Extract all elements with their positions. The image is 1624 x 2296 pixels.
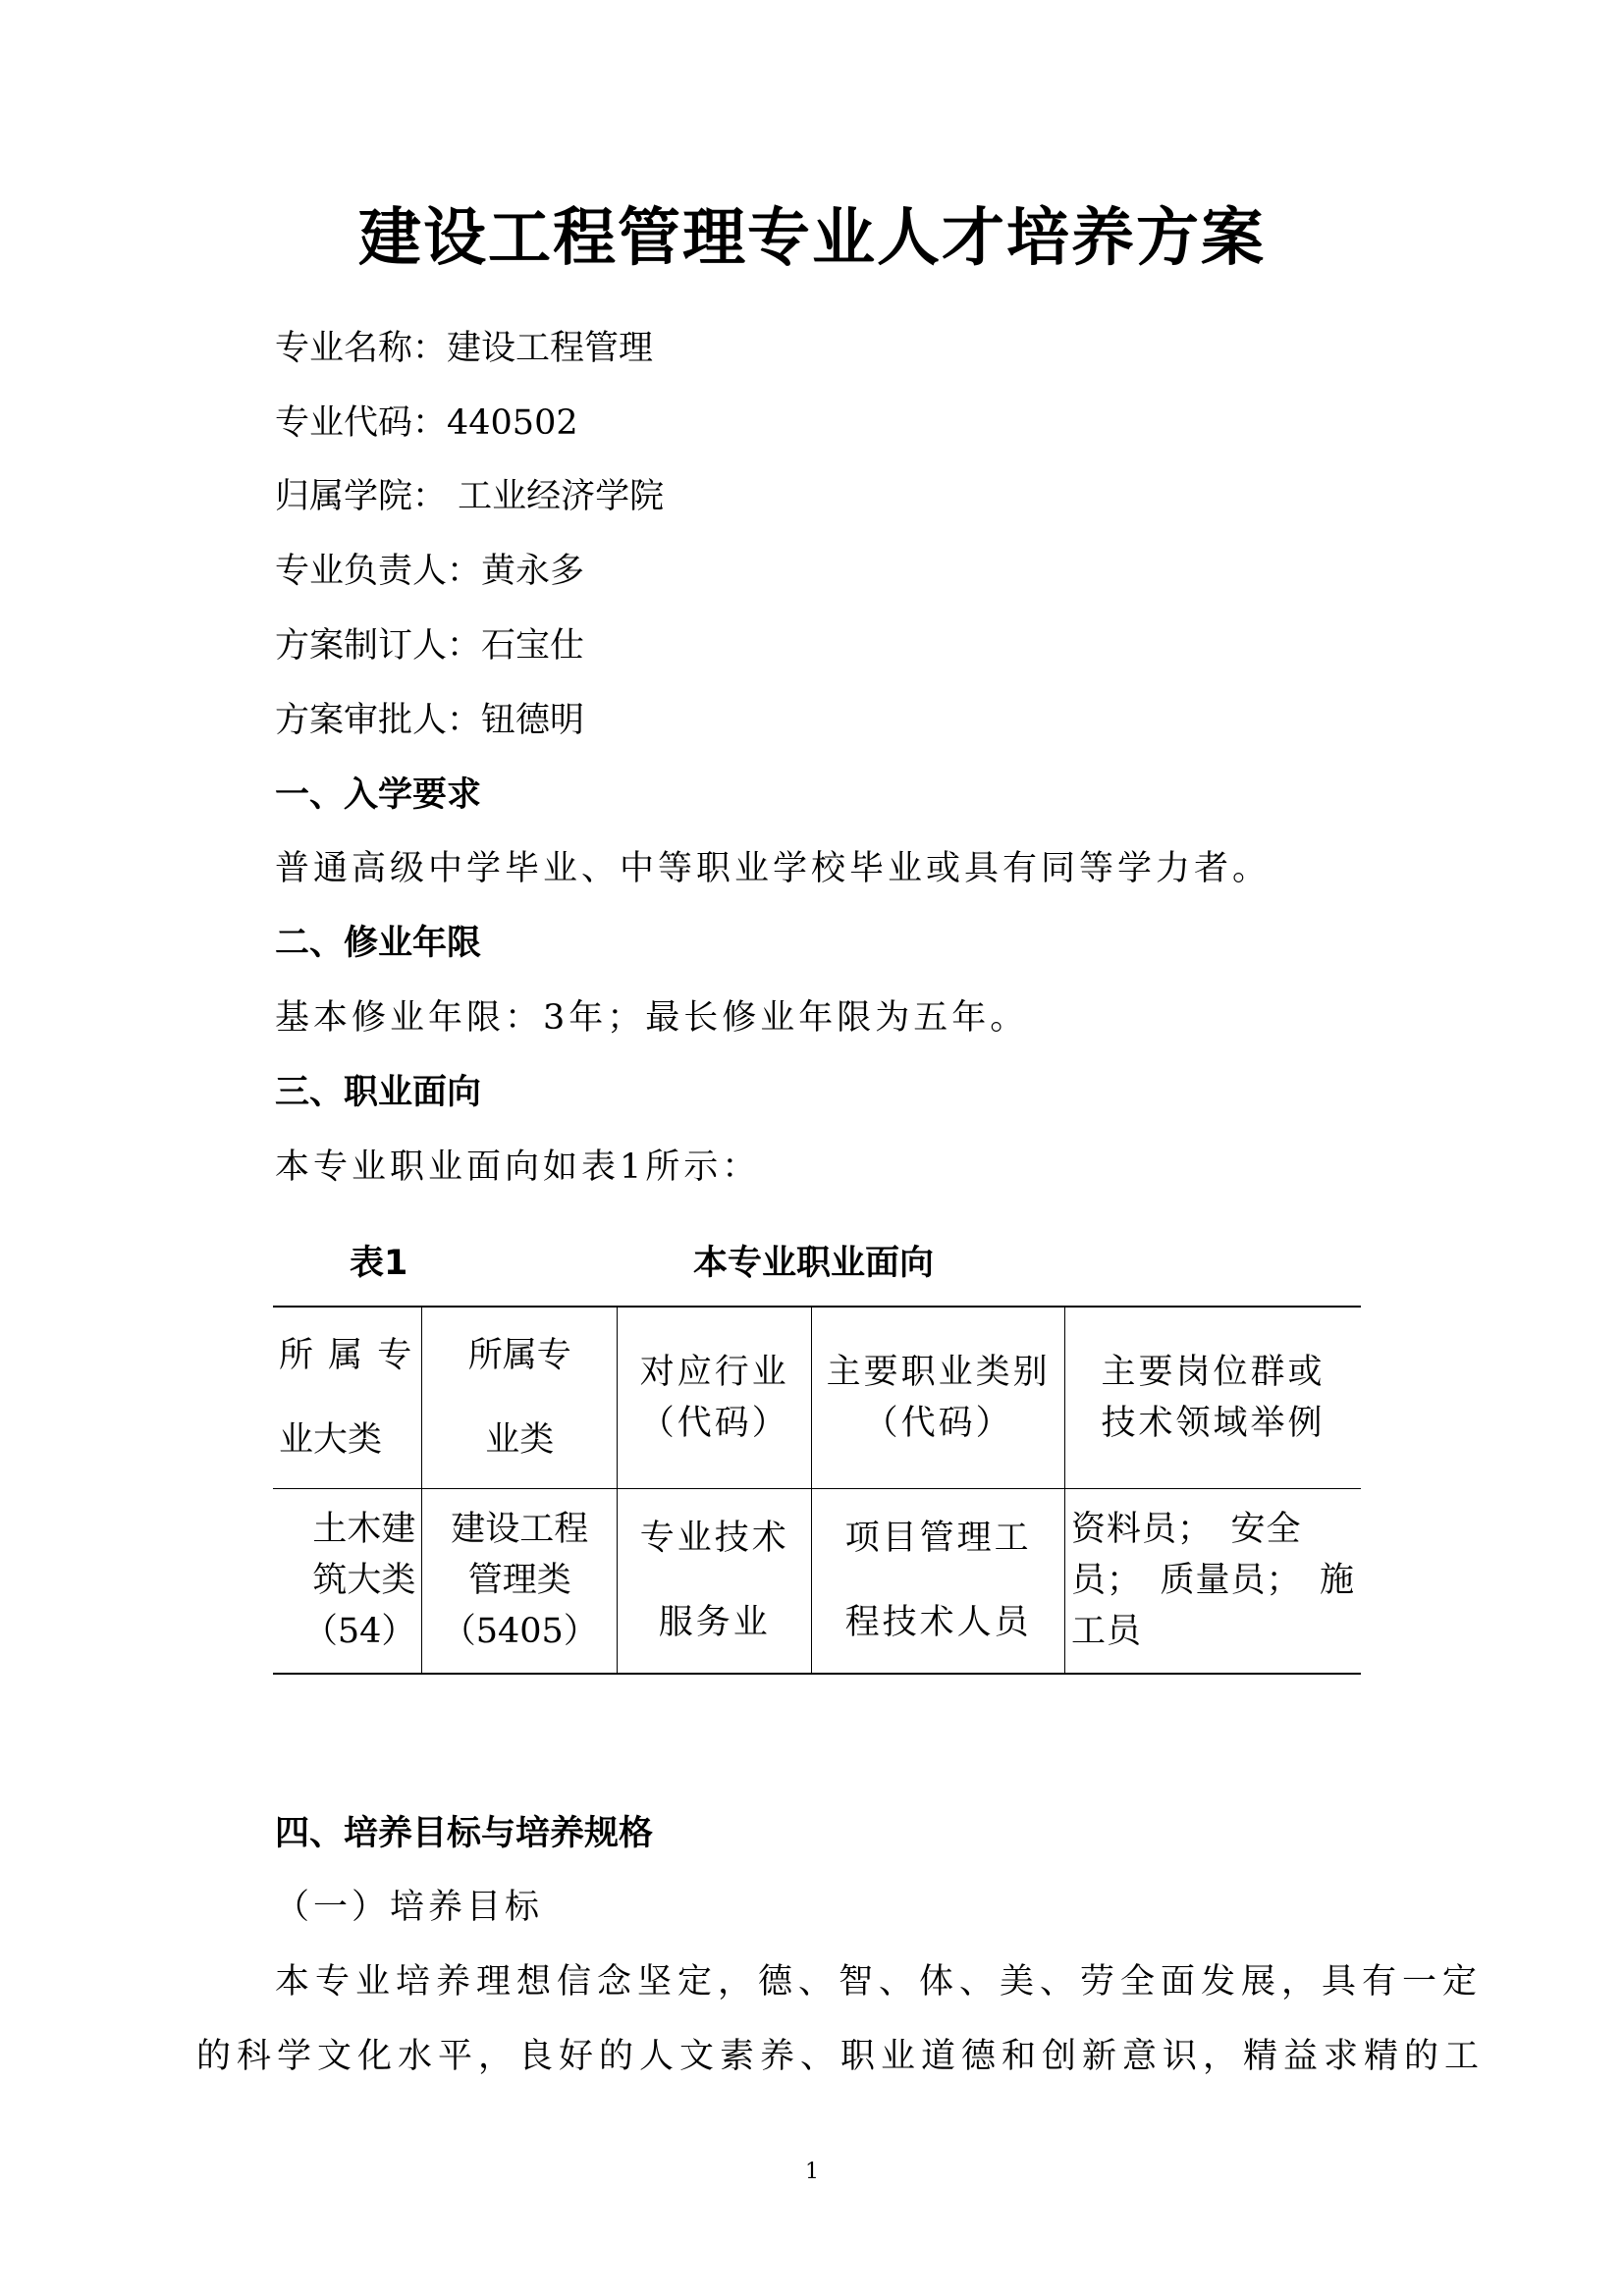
plan-approver: 方案审批人：钮德明 (275, 701, 585, 740)
admission-text: 普通高级中学毕业、中等职业学校毕业或具有同等学力者。 (275, 849, 1272, 888)
header-text: 业类 (485, 1420, 555, 1460)
major-leader: 专业负责人：黄永多 (275, 552, 585, 591)
header-text: 技术领域举例 (1101, 1404, 1326, 1443)
admission-heading: 一、入学要求 (275, 775, 482, 815)
header-text: 所属专 (467, 1336, 571, 1375)
cell-text: 筑大类 (312, 1561, 416, 1601)
cell-text: 管理类 (467, 1561, 571, 1601)
college: 归属学院： 工业经济学院 (275, 477, 665, 516)
cell-major-category (273, 1489, 422, 1674)
cell-text: 土木建 (312, 1510, 416, 1550)
header-text: 所 属 专 (279, 1336, 414, 1375)
major-name: 专业名称：建设工程管理 (275, 329, 654, 368)
table-row (273, 1489, 1361, 1674)
header-cell-occupation (812, 1307, 1065, 1489)
header-text: 主要职业类别 (826, 1353, 1051, 1392)
cell-major-class (422, 1489, 618, 1674)
career-text: 本专业职业面向如表1所示： (275, 1148, 761, 1187)
cell-text: 服务业 (658, 1603, 771, 1643)
header-cell-major-class (422, 1307, 618, 1489)
cell-text: 资料员； 安全 (1070, 1510, 1302, 1550)
objectives-subheading: （一）培养目标 (275, 1888, 544, 1927)
objectives-heading: 四、培养目标与培养规格 (275, 1814, 654, 1853)
table-label: 表1 (350, 1244, 408, 1283)
cell-text: 工员 (1070, 1612, 1142, 1652)
cell-text: 专业技术 (639, 1519, 789, 1559)
cell-text: （54） (302, 1612, 416, 1652)
cell-text: （5405） (441, 1612, 598, 1652)
duration-heading: 二、修业年限 (275, 924, 482, 963)
page-title: 建设工程管理专业人才培养方案 (358, 202, 1266, 275)
header-text: （代码） (639, 1404, 789, 1443)
cell-text: 项目管理工 (844, 1519, 1032, 1559)
plan-author: 方案制订人：石宝仕 (275, 626, 585, 666)
career-table (273, 1306, 1361, 1675)
table-caption: 本专业职业面向 (693, 1244, 935, 1283)
header-text: 主要岗位群或 (1101, 1353, 1326, 1392)
header-text: 对应行业 (639, 1353, 789, 1392)
duration-text: 基本修业年限：3年；最长修业年限为五年。 (275, 998, 1029, 1038)
header-cell-positions (1064, 1307, 1361, 1489)
cell-text: 建设工程 (451, 1510, 589, 1550)
major-code: 专业代码：440502 (275, 403, 578, 443)
career-heading: 三、职业面向 (275, 1073, 482, 1112)
cell-text: 员； 质量员； 施 (1070, 1561, 1355, 1601)
header-cell-major-category (273, 1307, 422, 1489)
header-text: 业大类 (279, 1420, 383, 1460)
header-text: （代码） (863, 1404, 1013, 1443)
header-cell-industry (618, 1307, 812, 1489)
objectives-paragraph-line-1: 本专业培养理想信念坚定，德、智、体、美、劳全面发展，具有一定 (275, 1962, 1484, 2002)
table-header-row (273, 1307, 1361, 1489)
objectives-paragraph-line-2: 的科学文化水平，良好的人文素养、职业道德和创新意识，精益求精的工 (196, 2037, 1486, 2076)
cell-positions (1064, 1489, 1361, 1674)
page-number: 1 (805, 2160, 819, 2184)
cell-text: 程技术人员 (844, 1603, 1032, 1643)
cell-industry (618, 1489, 812, 1674)
cell-occupation (812, 1489, 1065, 1674)
